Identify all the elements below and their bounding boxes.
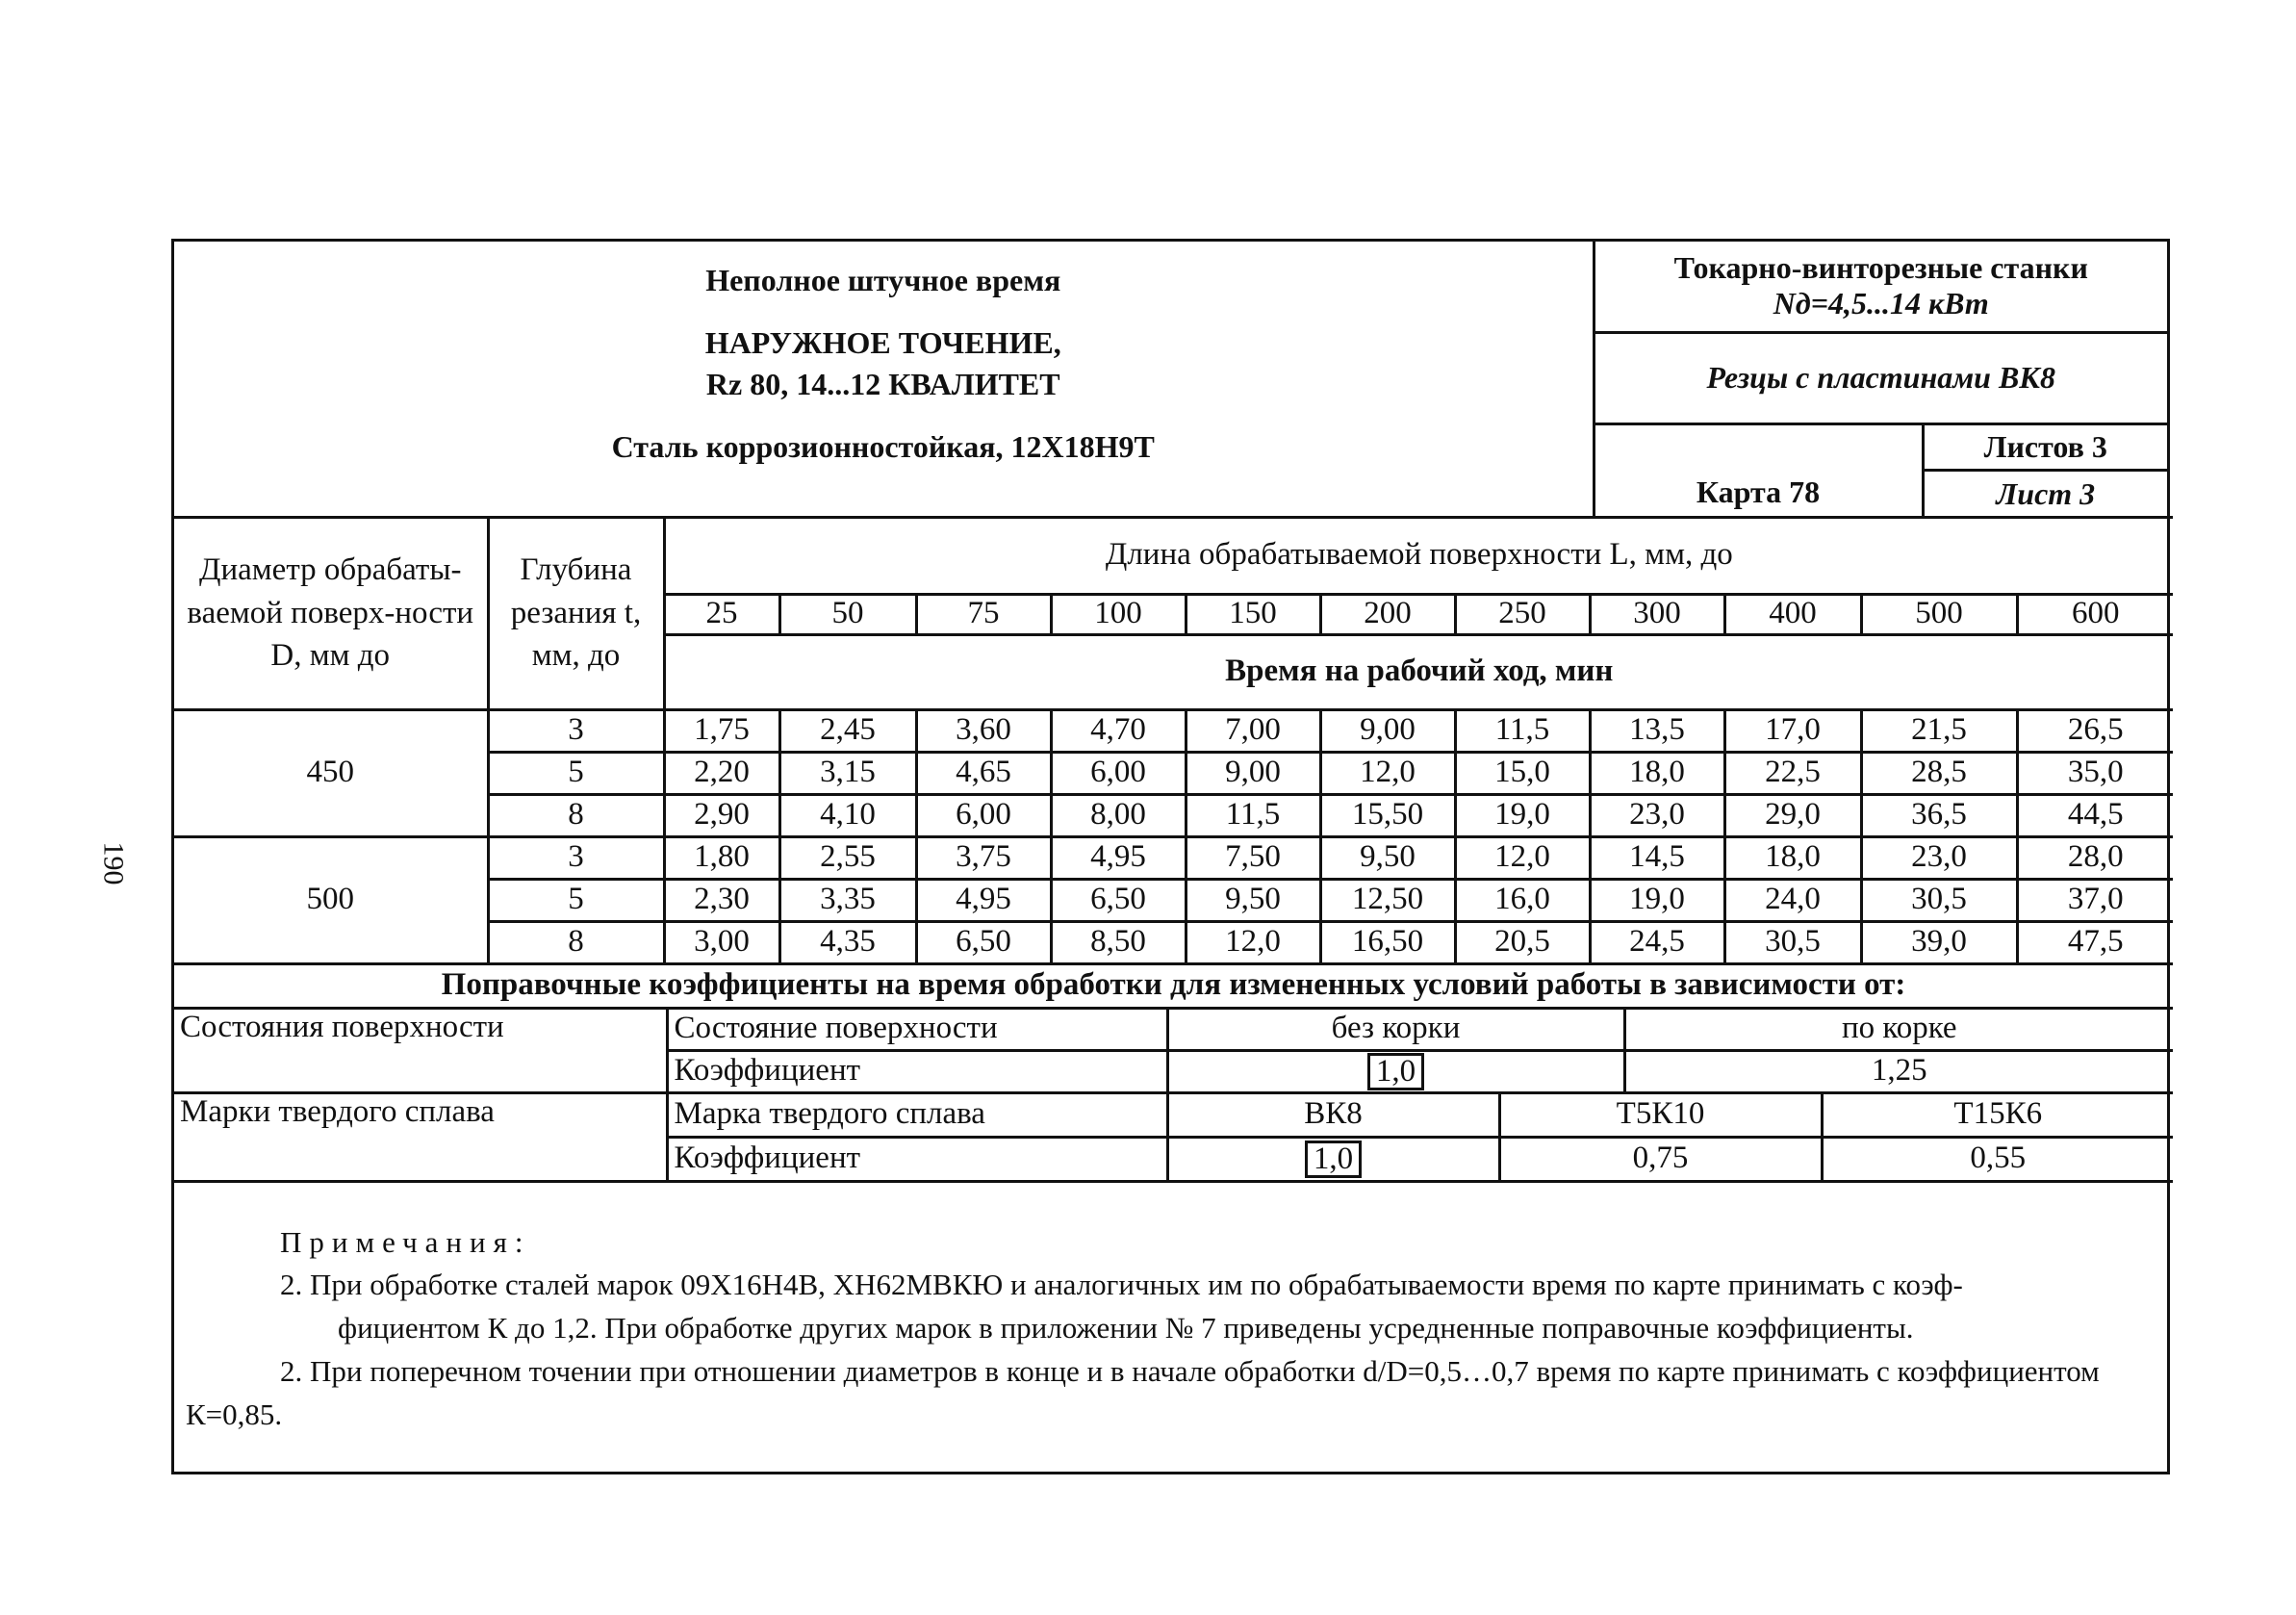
header-line-4: Сталь коррозионностойкая, 12Х18Н9Т	[611, 429, 1155, 465]
time-value: 3,15	[779, 752, 916, 794]
surface-option: без корки	[1167, 1008, 1624, 1050]
time-value: 30,5	[1861, 879, 2017, 921]
time-value: 2,20	[664, 752, 779, 794]
note-1b: фициентом К до 1,2. При обработке других марок в приложении № 7 приведены усредненные поправочные коэффициенты.	[338, 1311, 1914, 1346]
sheets-total: Листов 3	[1925, 425, 2168, 472]
time-value: 39,0	[1861, 921, 2017, 963]
time-value: 2,45	[779, 709, 916, 752]
time-value: 13,5	[1590, 709, 1724, 752]
time-value: 23,0	[1861, 836, 2017, 879]
time-value: 3,00	[664, 921, 779, 963]
time-value: 22,5	[1724, 752, 1861, 794]
length-value: 200	[1320, 594, 1455, 634]
length-value: 400	[1724, 594, 1861, 634]
time-value: 35,0	[2017, 752, 2173, 794]
time-value: 2,90	[664, 794, 779, 836]
depth-value: 5	[488, 752, 664, 794]
length-value: 50	[779, 594, 916, 634]
header-title-block	[174, 242, 1594, 517]
depth-value: 8	[488, 921, 664, 963]
card-number	[1594, 423, 1923, 517]
tool-cell: Резцы с пластинами ВК8	[1594, 332, 2167, 423]
time-value: 2,30	[664, 879, 779, 921]
time-value: 3,60	[916, 709, 1051, 752]
length-value: 300	[1590, 594, 1724, 634]
diameter-value: 450	[174, 709, 488, 836]
time-value: 19,0	[1590, 879, 1724, 921]
alloy-coef-boxed: 1,0	[1305, 1141, 1362, 1178]
header-line-3: Rz 80, 14...12 КВАЛИТЕТ	[705, 367, 1060, 402]
diameter-value: 500	[174, 836, 488, 963]
machine-line-2: Nд=4,5...14 кВт	[1773, 286, 1989, 321]
alloy-label: Марки твердого сплава	[174, 1092, 667, 1181]
time-value: 4,70	[1051, 709, 1186, 752]
surface-row-label: Состояние поверхности	[667, 1008, 1167, 1050]
alloy-option: Т5К10	[1499, 1092, 1822, 1137]
time-value: 24,5	[1590, 921, 1724, 963]
time-value: 20,5	[1455, 921, 1590, 963]
time-value: 11,5	[1455, 709, 1590, 752]
page-number: 190	[97, 841, 130, 885]
alloy-row-label: Марка твердого сплава	[667, 1092, 1167, 1137]
length-value: 600	[2017, 594, 2173, 634]
time-value: 9,50	[1186, 879, 1320, 921]
time-value: 17,0	[1724, 709, 1861, 752]
time-value: 28,0	[2017, 836, 2173, 879]
time-value: 12,0	[1320, 752, 1455, 794]
time-table	[174, 516, 2173, 965]
surface-coef: 1,25	[1624, 1050, 2173, 1092]
time-value: 7,00	[1186, 709, 1320, 752]
time-value: 28,5	[1861, 752, 2017, 794]
time-value: 15,0	[1455, 752, 1590, 794]
length-value: 75	[916, 594, 1051, 634]
header-line-1: Неполное штучное время	[705, 262, 1061, 297]
time-value: 47,5	[2017, 921, 2173, 963]
time-value: 1,80	[664, 836, 779, 879]
machine-cell	[1594, 242, 2167, 332]
length-value: 100	[1051, 594, 1186, 634]
time-value: 19,0	[1455, 794, 1590, 836]
time-value: 21,5	[1861, 709, 2017, 752]
length-header: Длина обрабатываемой поверхности L, мм, до	[664, 517, 2173, 594]
alloy-option: Т15К6	[1822, 1092, 2173, 1137]
alloy-coef: 0,75	[1499, 1137, 1822, 1181]
time-value: 44,5	[2017, 794, 2173, 836]
notes-title: Примечания:	[280, 1224, 531, 1259]
surface-coef-label: Коэффициент	[667, 1050, 1167, 1092]
time-value: 8,50	[1051, 921, 1186, 963]
notes	[174, 1183, 2167, 1473]
depth-header: Глубина резания t, мм, до	[488, 517, 664, 709]
time-value: 16,50	[1320, 921, 1455, 963]
surface-coef	[1167, 1050, 1624, 1092]
diameter-header: Диаметр обрабаты-ваемой поверх-ности D, мм до	[174, 517, 488, 709]
alloy-coef	[1167, 1137, 1499, 1181]
time-header: Время на рабочий ход, мин	[664, 634, 2173, 709]
time-value: 4,10	[779, 794, 916, 836]
time-value: 11,5	[1186, 794, 1320, 836]
time-value: 16,0	[1455, 879, 1590, 921]
time-value: 37,0	[2017, 879, 2173, 921]
surface-label: Состояния поверхности	[174, 1008, 667, 1092]
time-value: 4,65	[916, 752, 1051, 794]
machine-line-1: Токарно-винторезные станки	[1673, 250, 2088, 286]
depth-value: 3	[488, 709, 664, 752]
surface-option: по корке	[1624, 1008, 2173, 1050]
header-line-2: НАРУЖНОЕ ТОЧЕНИЕ,	[704, 325, 1061, 361]
time-value: 36,5	[1861, 794, 2017, 836]
time-value: 8,00	[1051, 794, 1186, 836]
time-value: 29,0	[1724, 794, 1861, 836]
time-value: 15,50	[1320, 794, 1455, 836]
table-row	[174, 836, 2173, 879]
time-value: 3,75	[916, 836, 1051, 879]
time-value: 3,35	[779, 879, 916, 921]
time-value: 4,95	[916, 879, 1051, 921]
time-rows	[174, 709, 2173, 963]
time-value: 2,55	[779, 836, 916, 879]
time-value: 1,75	[664, 709, 779, 752]
time-value: 12,50	[1320, 879, 1455, 921]
time-value: 12,0	[1186, 921, 1320, 963]
surface-coef-boxed: 1,0	[1367, 1053, 1424, 1090]
length-value: 250	[1455, 594, 1590, 634]
time-value: 18,0	[1590, 752, 1724, 794]
time-value: 23,0	[1590, 794, 1724, 836]
time-value: 4,95	[1051, 836, 1186, 879]
note-2: 2. При поперечном точении при отношении диаметров в конце и в начале обработки d/D=0,5…0,7 время по карте принимать с коэффициентом К=0,85.	[186, 1354, 2100, 1432]
depth-value: 8	[488, 794, 664, 836]
norm-card	[171, 239, 2170, 1474]
corrections-table	[174, 962, 2173, 1183]
time-value: 7,50	[1186, 836, 1320, 879]
card-number-text: Карта 78	[1696, 474, 1821, 509]
length-value: 25	[664, 594, 779, 634]
time-value: 24,0	[1724, 879, 1861, 921]
alloy-coef: 0,55	[1822, 1137, 2173, 1181]
time-value: 12,0	[1455, 836, 1590, 879]
time-value: 4,35	[779, 921, 916, 963]
corrections-title: Поправочные коэффициенты на время обработки для измененных условий работы в зависимости от:	[174, 963, 2173, 1008]
depth-value: 5	[488, 879, 664, 921]
time-value: 30,5	[1724, 921, 1861, 963]
length-value: 500	[1861, 594, 2017, 634]
note-1a: 2. При обработке сталей марок 09Х16Н4В, ХН62МВКЮ и аналогичных им по обрабатываемости время по карте принимать с коэф-	[280, 1268, 1963, 1302]
time-value: 9,00	[1320, 709, 1455, 752]
time-value: 6,00	[1051, 752, 1186, 794]
alloy-option: ВК8	[1167, 1092, 1499, 1137]
time-value: 18,0	[1724, 836, 1861, 879]
time-value: 14,5	[1590, 836, 1724, 879]
card-header	[174, 242, 2167, 519]
sheets-cell	[1923, 423, 2167, 517]
length-value: 150	[1186, 594, 1320, 634]
time-value: 9,50	[1320, 836, 1455, 879]
depth-value: 3	[488, 836, 664, 879]
time-value: 6,50	[1051, 879, 1186, 921]
time-value: 6,00	[916, 794, 1051, 836]
time-value: 6,50	[916, 921, 1051, 963]
sheet-number: Лист 3	[1996, 475, 2096, 511]
alloy-coef-label: Коэффициент	[667, 1137, 1167, 1181]
time-value: 9,00	[1186, 752, 1320, 794]
time-value: 26,5	[2017, 709, 2173, 752]
table-row	[174, 709, 2173, 752]
